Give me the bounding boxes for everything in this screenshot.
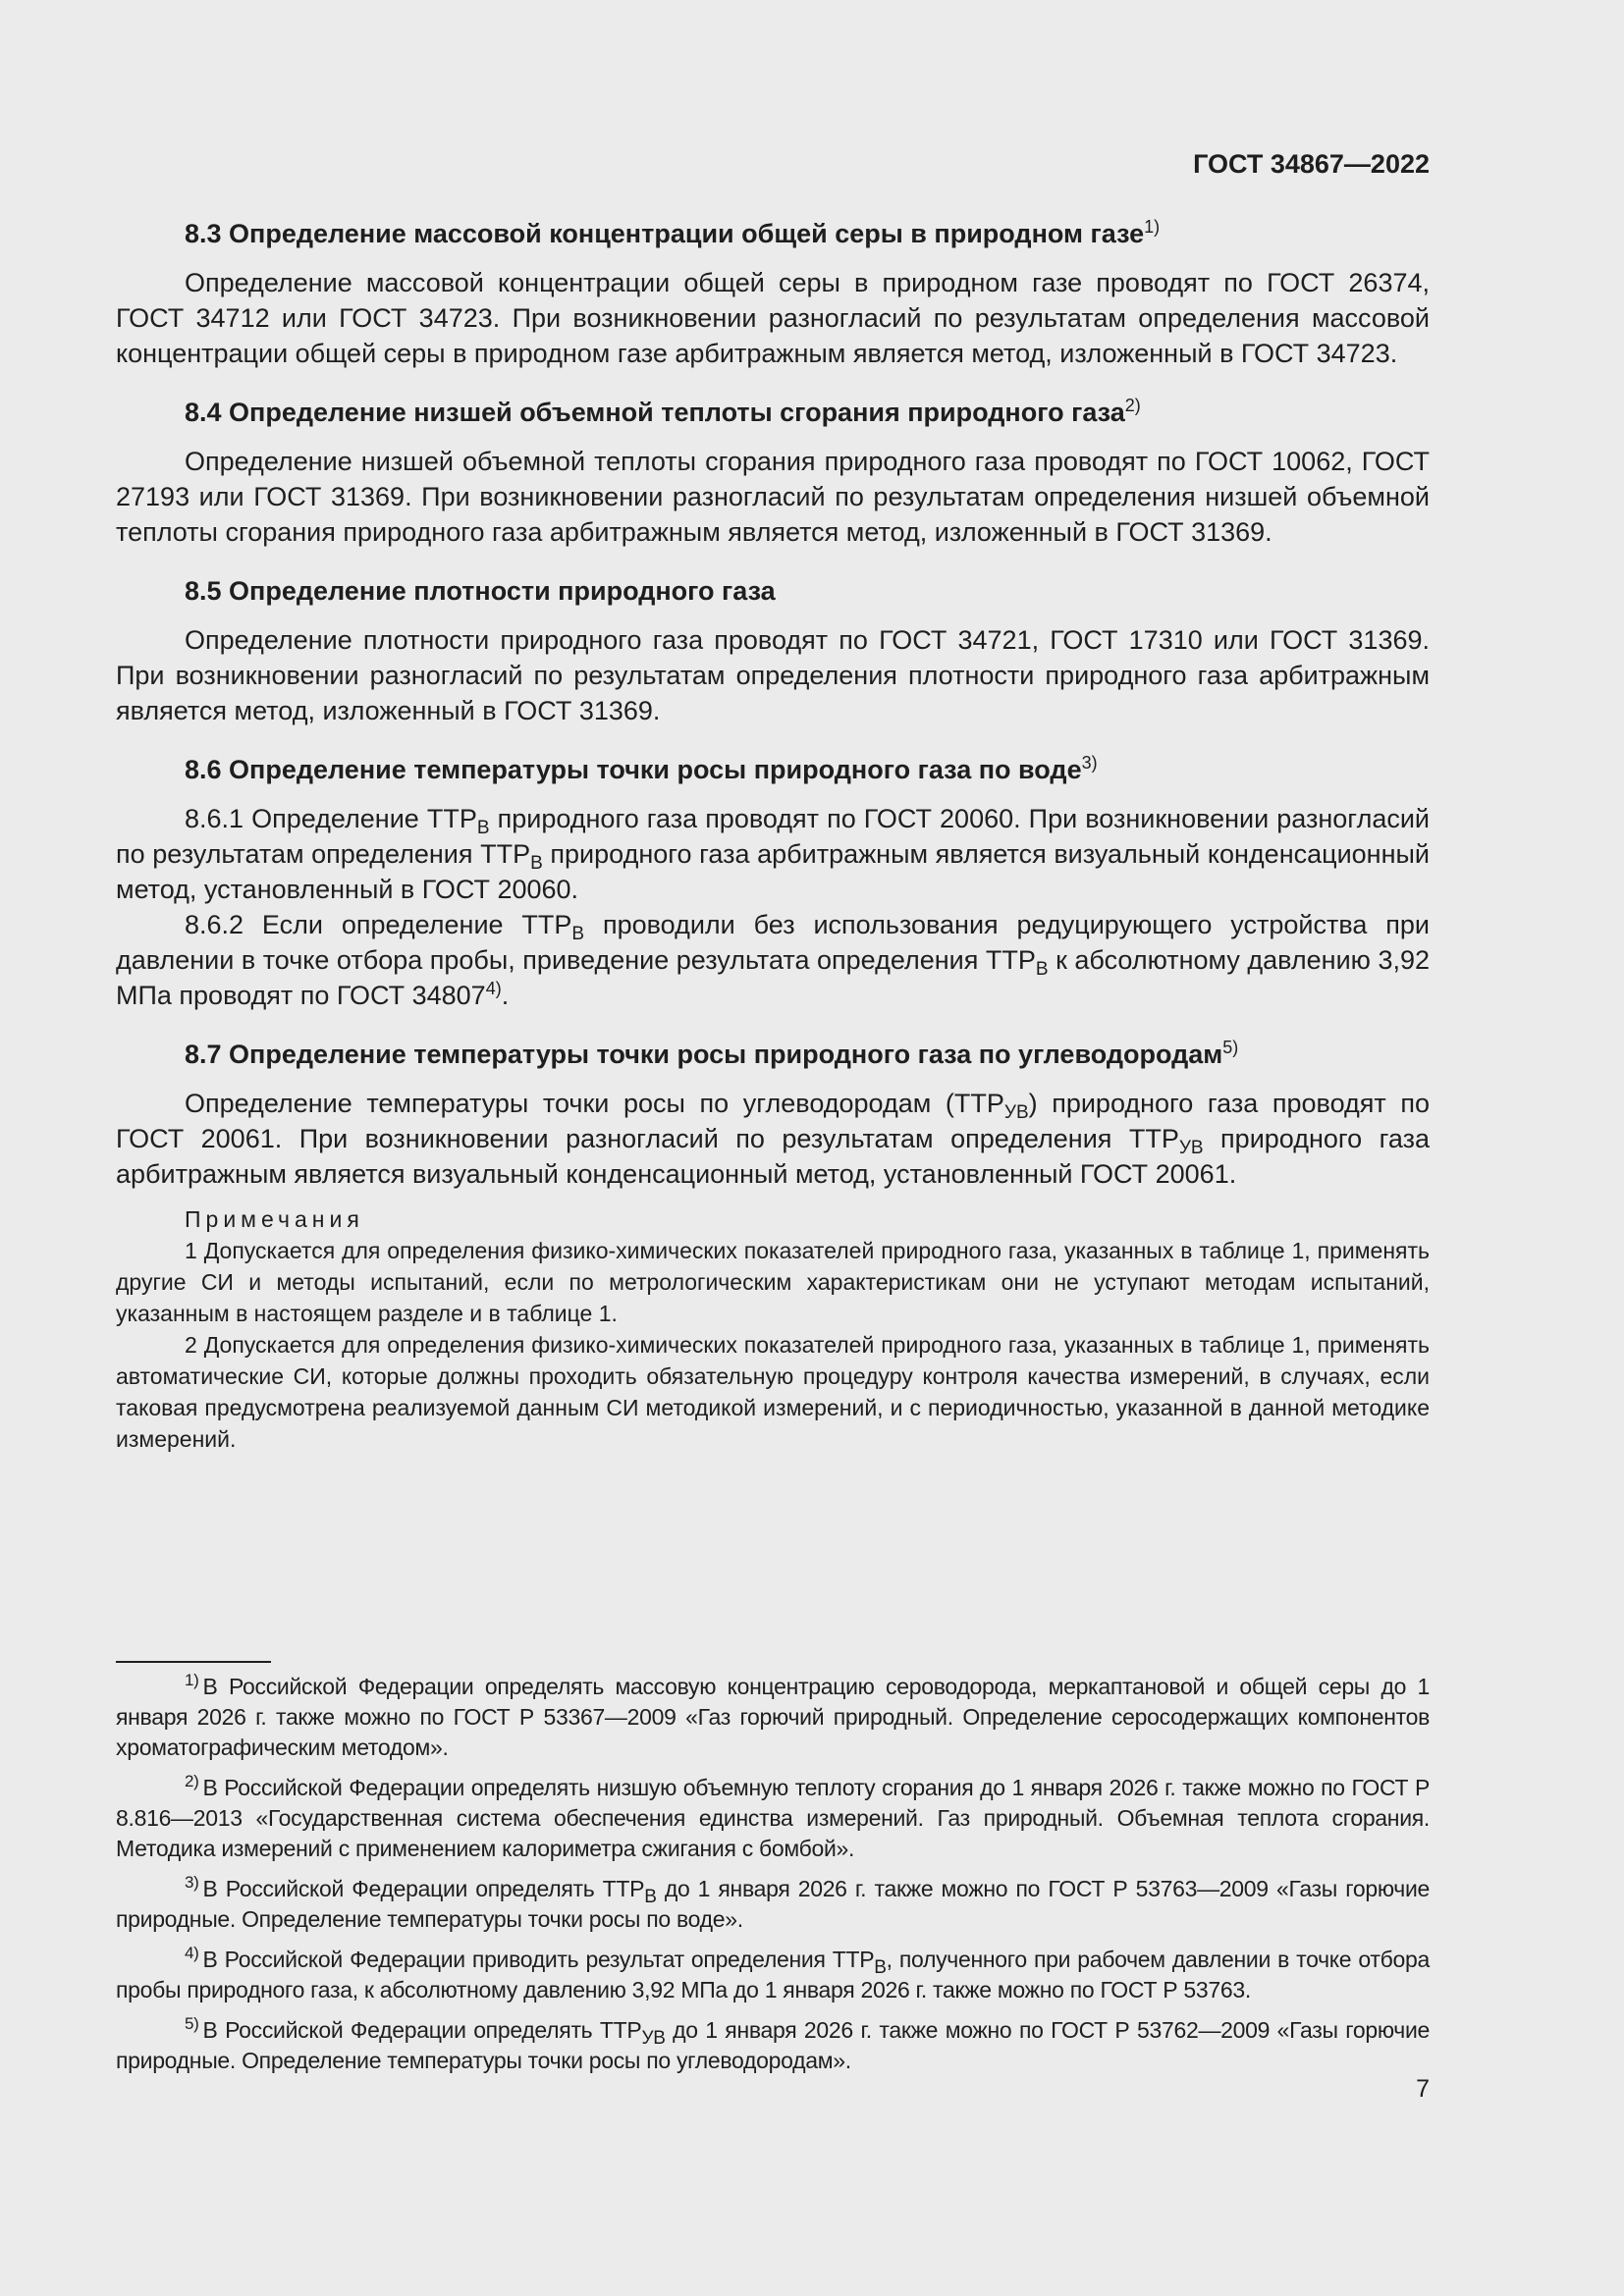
- footnote-mark: 4): [485, 979, 502, 998]
- section-paragraph: [116, 1086, 1430, 1192]
- footnote-3: [116, 1874, 1430, 1935]
- clause-8-6-1: [116, 801, 1430, 907]
- section-paragraph: Определение плотности природного газа проводят по ГОСТ 34721, ГОСТ 17310 или ГОСТ 31369. При возникновении разногласий по результатам определения плотности природного газа арбитражным является метод, изложенный в ГОСТ 31369.: [116, 625, 1430, 725]
- footnote-text: В Российской Федерации определять ТТР: [202, 2017, 642, 2043]
- footnote-text: В Российской Федерации определять низшую объемную теплоту сгорания до 1 января 2026 г. также можно по ГОСТ Р 8.816—2013 «Государственная система обеспечения единства измерений. Газ природный. Объемная теплота сгорания. Методика измерений с применением калориметра сжигания с бомбой».: [116, 1775, 1430, 1861]
- text-run: природного газа арбитражным является визуальный конденсационный метод, установленный в ГОСТ 20060.: [116, 839, 1430, 904]
- text-run: природного газа проводят по ГОСТ 20060. При возникновении разногласий по результатам определения ТТР: [116, 804, 1430, 869]
- footnote-text: В Российской Федерации определять массовую концентрацию сероводорода, меркаптановой и общей серы до 1 января 2026 г. также можно по ГОСТ Р 53367—2009 «Газ горючий природный. Определение серосодержащих компонентов хроматографическим методом».: [116, 1674, 1430, 1760]
- text-run: ) природного газа проводят по ГОСТ 20061. При возникновении разногласий по результатам определения ТТР: [116, 1089, 1430, 1153]
- text-run: Определение температуры точки росы по углеводородам (ТТР: [185, 1089, 1004, 1118]
- footnote-2: [116, 1773, 1430, 1864]
- text-run: .: [501, 981, 510, 1010]
- text-run: 8.6.2 Если определение ТТР: [185, 910, 572, 939]
- notes-block: [116, 1203, 1430, 1455]
- section-paragraph: Определение массовой концентрации общей серы в природном газе проводят по ГОСТ 26374, ГОСТ 34712 или ГОСТ 34723. При возникновении разногласий по результатам определения массовой концентрации общей серы в природном газе арбитражным является метод, изложенный в ГОСТ 34723.: [116, 268, 1430, 368]
- section-8-6: [116, 752, 1430, 1013]
- subscript: В: [476, 818, 490, 838]
- notes-title: Примечания: [185, 1206, 364, 1232]
- heading-text: 8.3 Определение массовой концентрации общей серы в природном газе: [185, 219, 1145, 248]
- footnote-5: [116, 2015, 1430, 2076]
- heading-text: 8.4 Определение низшей объемной теплоты сгорания природного газа: [185, 398, 1125, 427]
- subscript: УВ: [1003, 1102, 1029, 1123]
- footnote-mark: 5): [1222, 1038, 1239, 1057]
- footnote-mark: 2): [185, 1772, 199, 1790]
- footnote-mark: 3): [1081, 753, 1098, 773]
- subscript: В: [1035, 959, 1049, 980]
- footnote-mark: 2): [1124, 396, 1141, 415]
- text-run: 8.6.1 Определение ТТР: [185, 804, 477, 833]
- note-2: 2 Допускается для определения физико-химических показателей природного газа, указанных в таблице 1, применять автоматические СИ, которые должны проходить обязательную процедуру контроля качества измерений, в случаях, если таковая предусмотрена реализуемой данным СИ методикой измерений, и с периодичностью, указанной в данной методике измерений.: [116, 1332, 1430, 1452]
- footnote-mark: 4): [185, 1944, 199, 1962]
- section-paragraph: Определение низшей объемной теплоты сгорания природного газа проводят по ГОСТ 10062, ГОСТ 27193 или ГОСТ 31369. При возникновении разногласий по результатам определения низшей объемной теплоты сгорания природного газа арбитражным является метод, изложенный в ГОСТ 31369.: [116, 447, 1430, 547]
- page-number: 7: [1416, 2075, 1430, 2103]
- section-8-5: [116, 573, 1430, 728]
- note-1: 1 Допускается для определения физико-химических показателей природного газа, указанных в таблице 1, применять другие СИ и методы испытаний, если по метрологическим характеристикам они не уступают методам испытаний, указанным в настоящем разделе и в таблице 1.: [116, 1238, 1430, 1326]
- section-8-3: [116, 216, 1430, 371]
- main-content: [116, 216, 1430, 1455]
- section-heading: [116, 752, 1430, 787]
- subscript: УВ: [1178, 1138, 1204, 1158]
- section-8-4: [116, 395, 1430, 550]
- footnote-text: В Российской Федерации приводить результат определения ТТР: [202, 1947, 875, 1972]
- section-heading: [116, 216, 1430, 251]
- heading-text: 8.6 Определение температуры точки росы природного газа по воде: [185, 755, 1082, 784]
- footnote-mark: 5): [185, 2014, 199, 2033]
- footnote-1: [116, 1672, 1430, 1763]
- standard-code: ГОСТ 34867—2022: [1193, 149, 1430, 179]
- footnote-text: В Российской Федерации определять ТТР: [202, 1876, 645, 1901]
- footnote-text: до 1 января 2026 г. также можно по ГОСТ Р 53763—2009 «Газы горючие природные. Определение температуры точки росы по воде».: [116, 1876, 1430, 1932]
- section-heading: [116, 1037, 1430, 1072]
- footnote-mark: 1): [185, 1671, 199, 1689]
- footnote-text: , полученного при рабочем давлении в точке отбора пробы природного газа, к абсолютному давлению 3,92 МПа до 1 января 2026 г. также можно по ГОСТ Р 53763.: [116, 1947, 1430, 2002]
- text-run: проводили без использования редуцирующего устройства при давлении в точке отбора пробы, приведение результата определения ТТР: [116, 910, 1430, 975]
- footnote-text: до 1 января 2026 г. также можно по ГОСТ Р 53762—2009 «Газы горючие природные. Определение температуры точки росы по углеводородам».: [116, 2017, 1430, 2073]
- footnote-mark: 1): [1144, 217, 1161, 237]
- subscript: В: [874, 1957, 887, 1978]
- footnote-separator: [116, 1661, 271, 1663]
- subscript: В: [571, 924, 585, 944]
- footnote-4: [116, 1945, 1430, 2005]
- heading-text: 8.7 Определение температуры точки росы природного газа по углеводородам: [185, 1040, 1223, 1069]
- section-8-7: [116, 1037, 1430, 1192]
- subscript: В: [644, 1887, 657, 1907]
- section-heading: 8.5 Определение плотности природного газа: [185, 576, 776, 606]
- footnotes: [116, 1672, 1430, 2086]
- section-heading: [116, 395, 1430, 430]
- subscript: УВ: [641, 2028, 666, 2049]
- text-run: природного газа арбитражным является визуальный конденсационный метод, установленный ГОСТ 20061.: [116, 1124, 1430, 1189]
- footnote-mark: 3): [185, 1873, 199, 1892]
- text-run: к абсолютному давлению 3,92 МПа проводят по ГОСТ 34807: [116, 945, 1430, 1010]
- clause-8-6-2: [116, 907, 1430, 1013]
- subscript: В: [530, 853, 543, 874]
